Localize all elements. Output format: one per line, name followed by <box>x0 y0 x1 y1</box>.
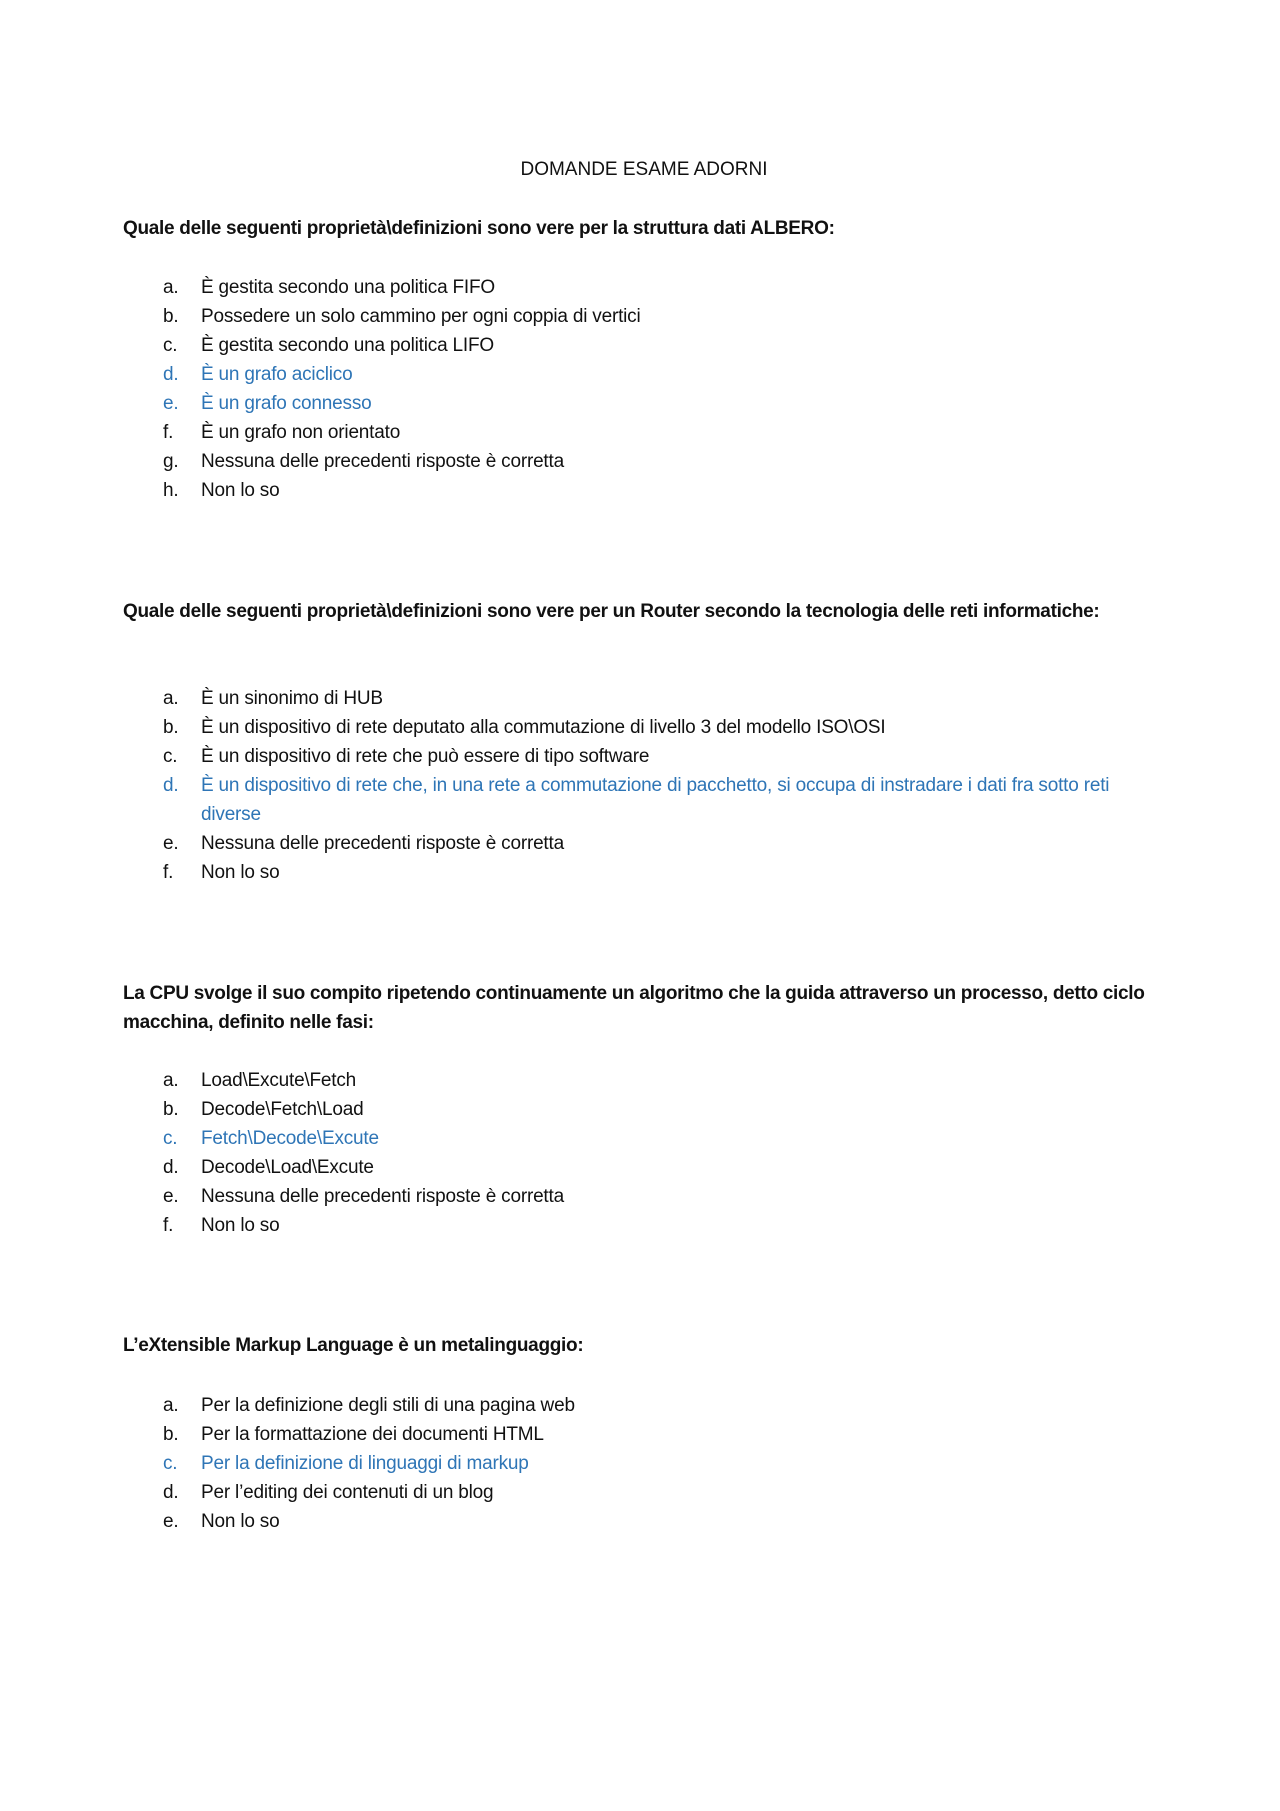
option-text: Nessuna delle precedenti risposte è corretta <box>201 833 564 854</box>
option-text: È un grafo aciclico <box>201 364 353 385</box>
question-2: Quale delle seguenti proprietà\definizioni sono vere per un Router secondo la tecnologia delle reti informatiche: <box>123 601 1100 622</box>
option-label: b. <box>163 717 179 738</box>
answer-option <box>163 771 1163 829</box>
option-text: È un sinonimo di HUB <box>201 688 383 709</box>
answer-option <box>163 713 1163 742</box>
question-4: L’eXtensible Markup Language è un metalinguaggio: <box>123 1335 584 1356</box>
answer-option <box>163 1124 1163 1153</box>
option-label: d. <box>163 364 179 385</box>
answer-option <box>163 742 1163 771</box>
answer-option <box>163 360 1163 389</box>
option-text: Nessuna delle precedenti risposte è corretta <box>201 451 564 472</box>
question-3: La CPU svolge il suo compito ripetendo continuamente un algoritmo che la guida attraverso un processo, detto ciclo macchina, definito nelle fasi: <box>123 983 1145 1033</box>
option-label: a. <box>163 1070 179 1091</box>
answer-option <box>163 1449 1163 1478</box>
option-text: Decode\Fetch\Load <box>201 1099 364 1120</box>
option-label: e. <box>163 833 179 854</box>
answer-option <box>163 1211 1163 1240</box>
answer-option <box>163 1066 1163 1095</box>
option-label: f. <box>163 1215 174 1236</box>
answer-option <box>163 1182 1163 1211</box>
option-label: d. <box>163 1482 179 1503</box>
option-text: Per la formattazione dei documenti HTML <box>201 1424 544 1445</box>
option-text: È un dispositivo di rete che, in una rete a commutazione di pacchetto, si occupa di instradare i dati fra sotto reti diverse <box>201 775 1110 825</box>
option-label: c. <box>163 1128 178 1149</box>
answer-option <box>163 1095 1163 1124</box>
answer-option <box>163 1420 1163 1449</box>
option-label: c. <box>163 335 178 356</box>
document-title: DOMANDE ESAME ADORNI <box>520 159 768 180</box>
option-label: f. <box>163 862 174 883</box>
option-label: a. <box>163 688 179 709</box>
question-2-options <box>163 684 1163 887</box>
option-text: È un grafo non orientato <box>201 422 401 443</box>
option-text: Per l’editing dei contenuti di un blog <box>201 1482 494 1503</box>
option-text: È gestita secondo una politica LIFO <box>201 335 494 356</box>
answer-option <box>163 684 1163 713</box>
option-text: È un dispositivo di rete deputato alla commutazione di livello 3 del modello ISO\OSI <box>201 717 886 738</box>
answer-option <box>163 1478 1163 1507</box>
option-label: b. <box>163 306 179 327</box>
option-text: È gestita secondo una politica FIFO <box>201 277 495 298</box>
option-label: f. <box>163 422 174 443</box>
option-text: Non lo so <box>201 480 280 501</box>
option-label: c. <box>163 1453 178 1474</box>
option-label: b. <box>163 1099 179 1120</box>
option-label: a. <box>163 1395 179 1416</box>
option-label: d. <box>163 775 179 796</box>
option-text: Non lo so <box>201 862 280 883</box>
question-4-options <box>163 1391 1163 1536</box>
option-text: Fetch\Decode\Excute <box>201 1128 379 1149</box>
question-1-options <box>163 273 1163 505</box>
option-text: È un dispositivo di rete che può essere di tipo software <box>201 746 650 767</box>
answer-option <box>163 273 1163 302</box>
option-text: Non lo so <box>201 1215 280 1236</box>
option-label: e. <box>163 1186 179 1207</box>
answer-option <box>163 1391 1163 1420</box>
option-text: Load\Excute\Fetch <box>201 1070 357 1091</box>
option-label: g. <box>163 451 179 472</box>
option-label: a. <box>163 277 179 298</box>
option-text: Non lo so <box>201 1511 280 1532</box>
answer-option <box>163 331 1163 360</box>
answer-option <box>163 418 1163 447</box>
answer-option <box>163 858 1163 887</box>
option-text: Decode\Load\Excute <box>201 1157 374 1178</box>
answer-option <box>163 829 1163 858</box>
option-label: b. <box>163 1424 179 1445</box>
question-1: Quale delle seguenti proprietà\definizioni sono vere per la struttura dati ALBERO: <box>123 218 835 239</box>
option-text: Possedere un solo cammino per ogni coppia di vertici <box>201 306 641 327</box>
option-text: Per la definizione di linguaggi di markup <box>201 1453 529 1474</box>
option-text: Nessuna delle precedenti risposte è corretta <box>201 1186 564 1207</box>
answer-option <box>163 389 1163 418</box>
option-label: h. <box>163 480 179 501</box>
option-label: c. <box>163 746 178 767</box>
answer-option <box>163 1153 1163 1182</box>
answer-option <box>163 476 1163 505</box>
answer-option <box>163 302 1163 331</box>
option-label: d. <box>163 1157 179 1178</box>
option-text: È un grafo connesso <box>201 393 372 414</box>
option-label: e. <box>163 1511 179 1532</box>
option-text: Per la definizione degli stili di una pagina web <box>201 1395 575 1416</box>
answer-option <box>163 447 1163 476</box>
question-3-options <box>163 1066 1163 1240</box>
option-label: e. <box>163 393 179 414</box>
answer-option <box>163 1507 1163 1536</box>
